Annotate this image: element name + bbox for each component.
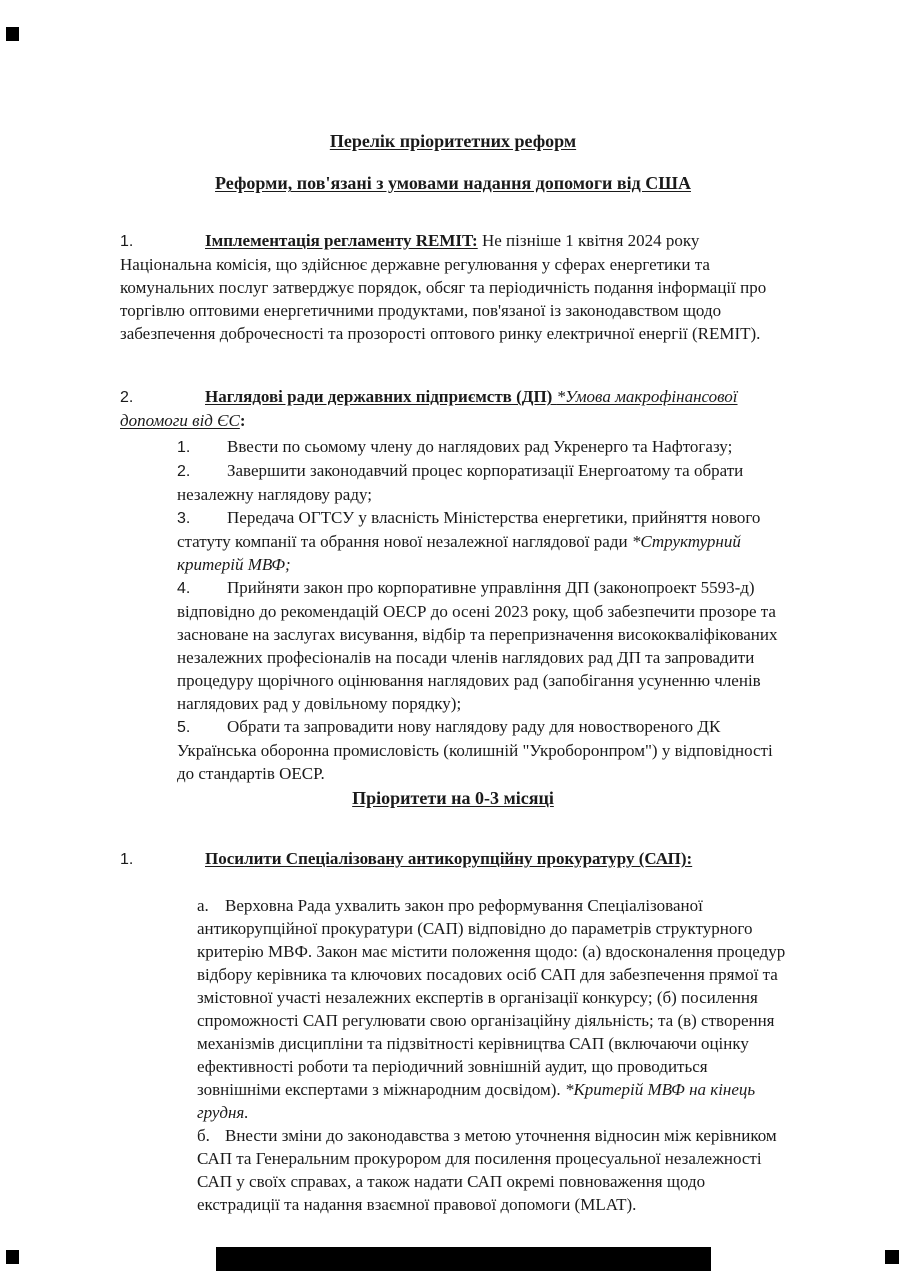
boards-subitem-3-number: 3.: [177, 510, 191, 527]
sap-subitem-a-letter: а.: [197, 896, 209, 915]
sap-subitem-a-body: Верховна Рада ухвалить закон про реформування Спеціалізованої антикорупційної прокуратури (САП) відповідно до параметрів структурного критерію МВФ. Закон має містити положення щодо: (а) вдосконалення процедур відбору керівника та ключових посадових осіб САП для забезпечення прямої та змістовної участі незалежних експертів в організації конкурсу; (б) посилення спроможності САП регулювати свою організаційну діяльність; та (в) створення механізмів дисципліни та підзвітності керівництва САП (включаючи оцінку ефективності роботи та періодичний зовнішній аудит, що проводиться зовнішніми експертами з міжнародним досвідом).: [197, 896, 786, 1099]
boards-subitem-1: [177, 435, 786, 459]
boards-subitem-5-number: 5.: [177, 719, 191, 736]
boards-subitem-4: [177, 576, 786, 715]
scan-artifact-bottom-bar: [216, 1247, 711, 1271]
sap-subitem-a: [197, 894, 786, 1124]
boards-subitem-2-number: 2.: [177, 463, 191, 480]
sap-subitem-a-imf-note: *Критерій МВФ на кінець грудня.: [197, 1080, 756, 1122]
item-boards-colon: :: [239, 411, 246, 430]
item-sap-heading: Посилити Спеціалізовану антикорупційну прокуратуру (САП):: [205, 849, 693, 868]
item-strengthen-sap: [120, 847, 786, 871]
boards-subitem-4-number: 4.: [177, 580, 191, 597]
sap-subitem-b-body: Внести зміни до законодавства з метою уточнення відносин між керівником САП та Генеральним прокурором для посилення процесуальної незалежності САП у своїх справах, а також надати САП окремі повноваження щодо екстрадиції та надання взаємної правової допомоги (MLAT).: [197, 1126, 777, 1214]
boards-subitem-2-body: Завершити законодавчий процес корпоратизації Енергоатому та обрати незалежну наглядову раду;: [177, 461, 744, 504]
scan-artifact-bottom-right: [885, 1250, 899, 1264]
boards-subitem-2: [177, 459, 786, 506]
boards-subitem-5: [177, 715, 786, 785]
scan-artifact-bottom-left: [6, 1250, 19, 1264]
boards-subitem-4-body: Прийняти закон про корпоративне управління ДП (законопроект 5593-д) відповідно до рекомендацій ОЕСР до осені 2023 року, щоб забезпечити прозоре та засноване на заслугах висування, відбір та перепризначення висококваліфікованих незалежних професіоналів на посади членів наглядових рад ДП та запровадити процедуру щорічного оцінювання наглядових рад (запобігання усуненню членів наглядових рад у довільному порядку);: [177, 578, 778, 713]
item-boards-number: 2.: [120, 389, 134, 406]
item-boards-heading: Наглядові ради державних підприємств (ДП): [205, 387, 557, 406]
boards-subitem-1-number: 1.: [177, 439, 191, 456]
document-subtitle: Реформи, пов'язані з умовами надання допомоги від США: [215, 173, 691, 193]
boards-subitem-1-body: Ввести по сьомому члену до наглядових рад Укренерго та Нафтогазу;: [227, 437, 733, 456]
item-remit: [120, 229, 786, 345]
boards-subitem-3-body: Передача ОГТСУ у власність Міністерства енергетики, прийняття нового статуту компанії та обрання нової незалежної наглядової ради: [177, 508, 761, 551]
item-remit-heading: Імплементація регламенту REMIT:: [205, 231, 478, 250]
item-supervisory-boards: [120, 385, 786, 432]
boards-subitem-3-imf-note: *Структурний критерій МВФ;: [177, 532, 741, 574]
item-remit-body: Не пізніше 1 квітня 2024 року Національна комісія, що здійснює державне регулювання у сферах енергетики та комунальних послуг затверджує порядок, обсяг та періодичність подання інформації про торгівлю оптовими енергетичними продуктами, пов'язаної із законодавством щодо забезпечення доброчесності та прозорості оптового ринку електричної енергії (REMIT).: [120, 231, 767, 343]
sap-subitem-b-letter: б.: [197, 1126, 210, 1145]
sap-subitem-b: [197, 1124, 786, 1216]
scan-artifact-top-left: [6, 27, 19, 41]
boards-subitem-5-body: Обрати та запровадити нову наглядову раду для новоствореного ДК Українська оборонна промисловість (колишній "Укроборонпром") у відповідності до стандартів ОЕСР.: [177, 717, 773, 783]
item-remit-number: 1.: [120, 233, 134, 250]
item-sap-number: 1.: [120, 851, 134, 868]
boards-subitem-3: [177, 506, 786, 576]
section-heading-priorities-0-3-months: Пріоритети на 0-3 місяці: [352, 788, 554, 808]
item-boards-eu-condition: *Умова макрофінансової допомоги від ЄС: [120, 387, 738, 430]
document-title: Перелік пріоритетних реформ: [329, 131, 577, 151]
